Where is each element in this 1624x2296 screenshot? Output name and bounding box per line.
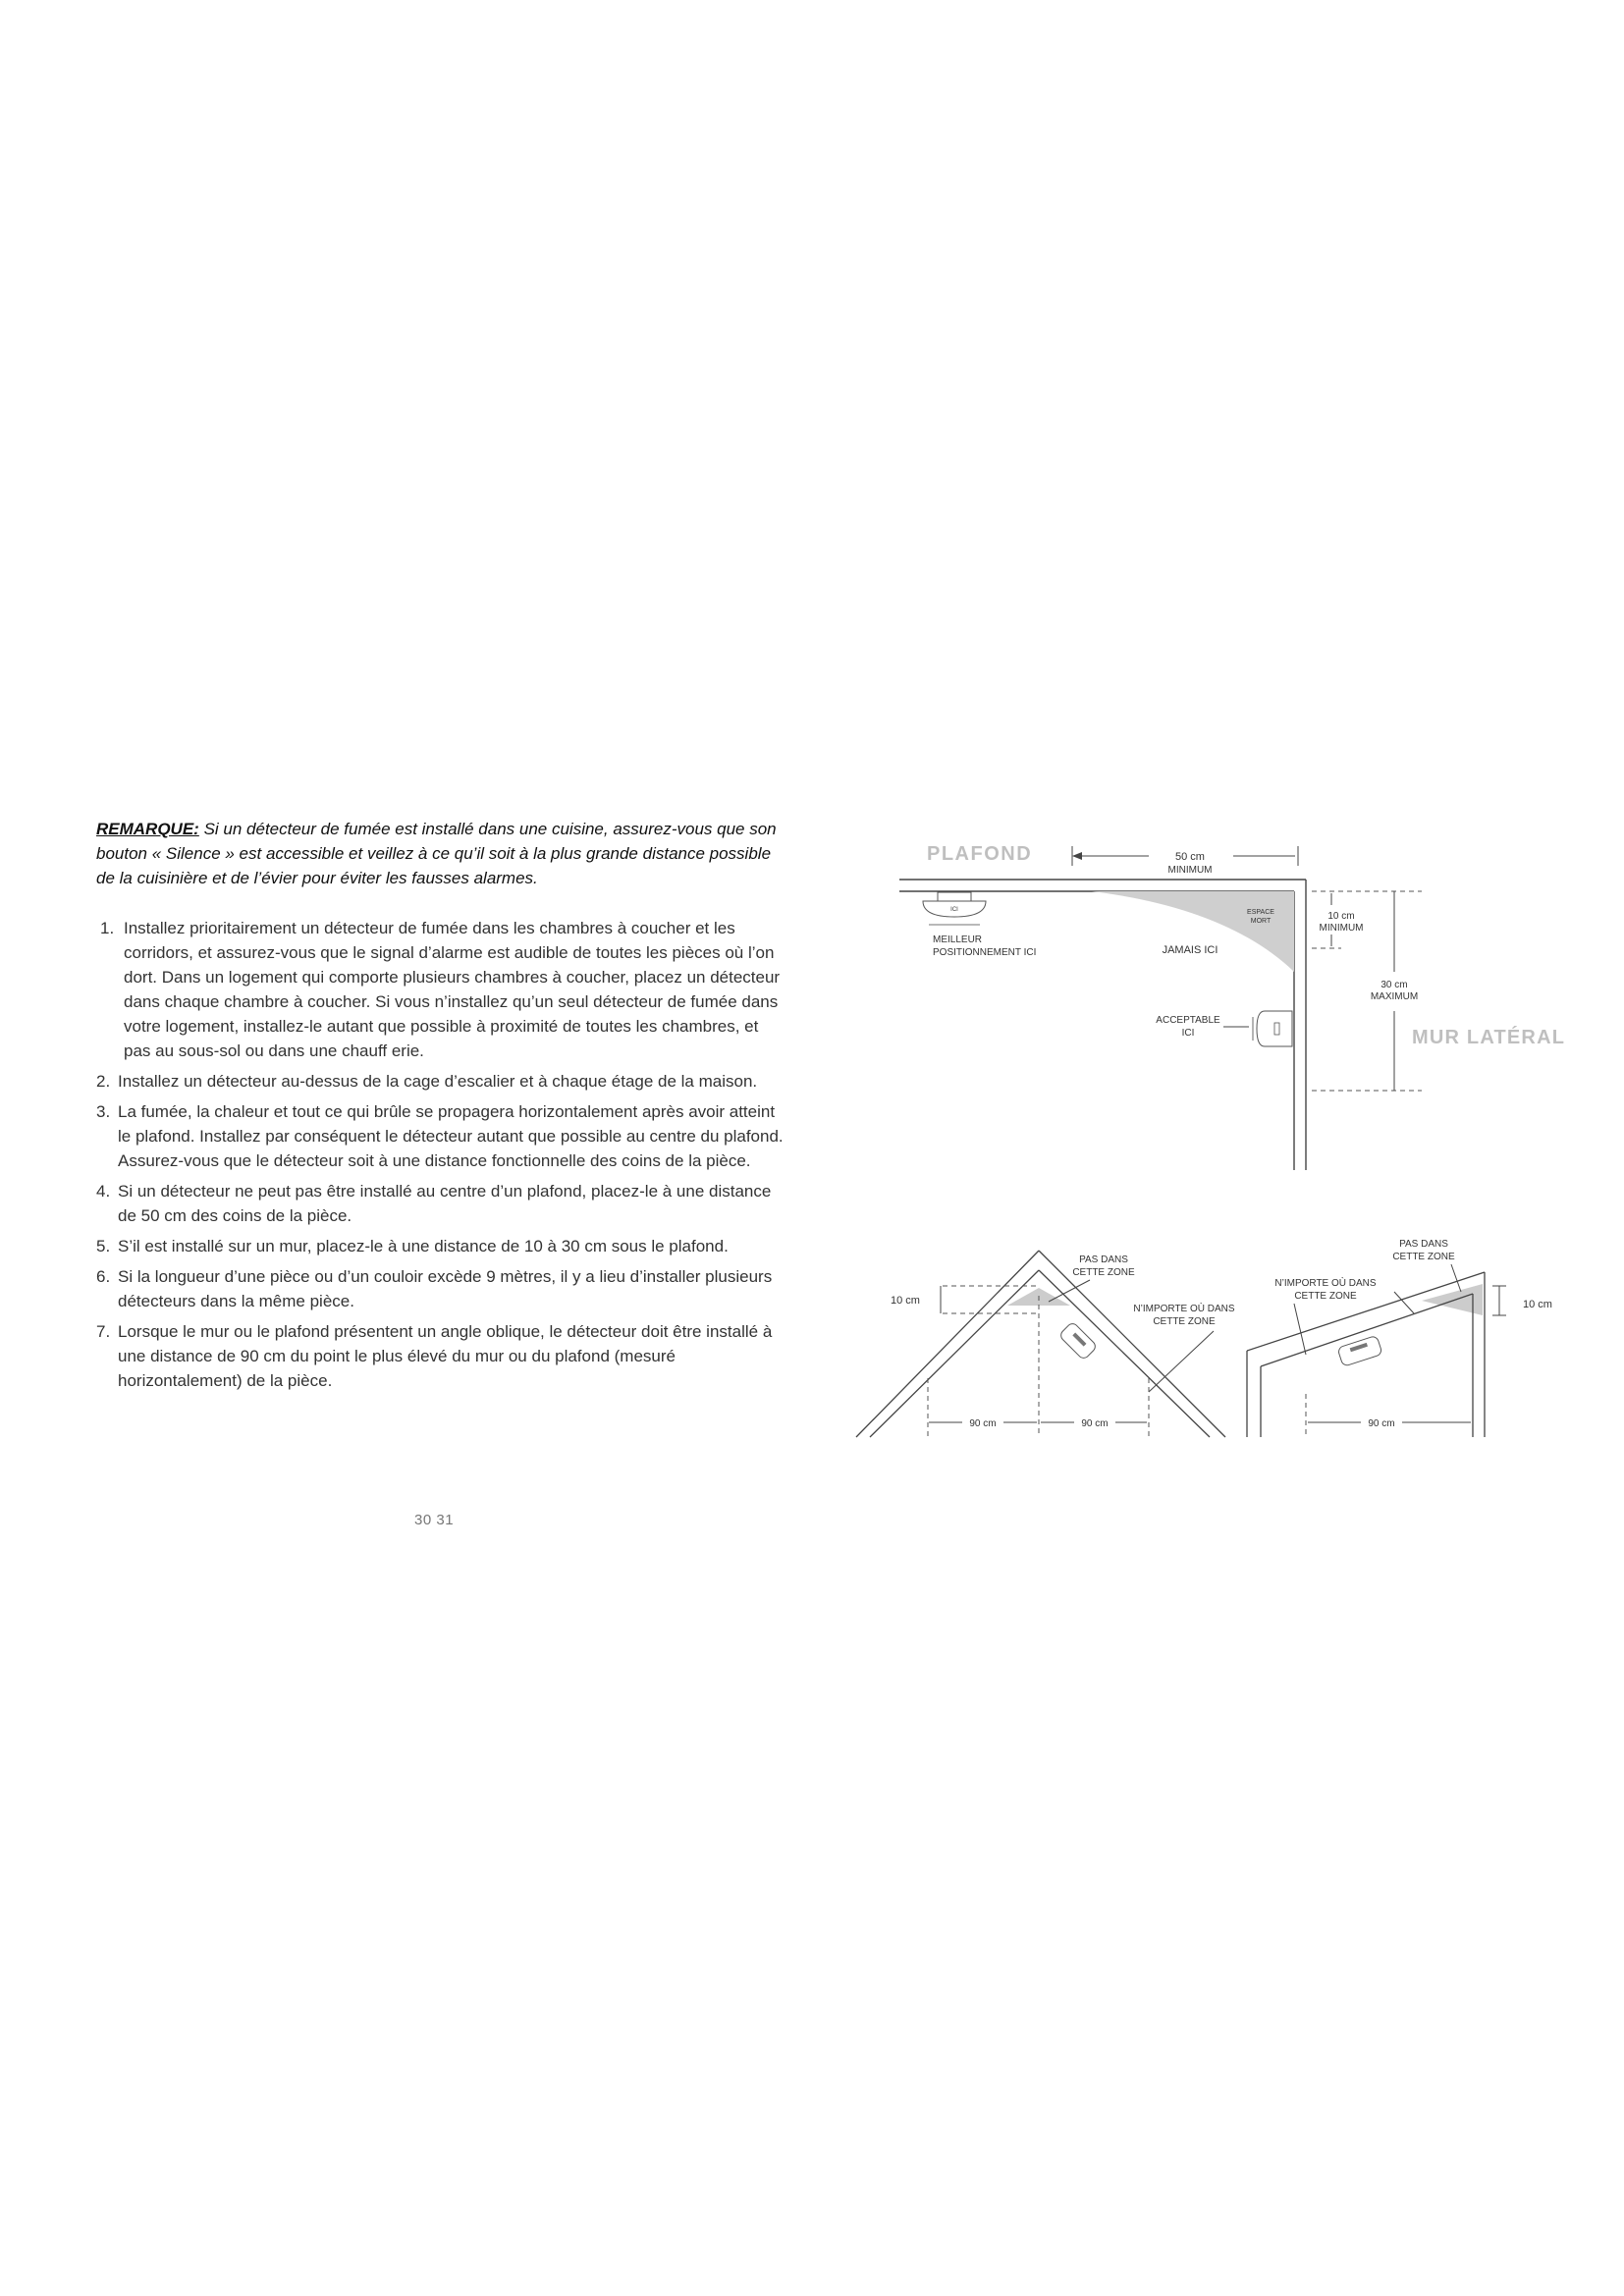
- pointer-line: [1049, 1280, 1090, 1302]
- step-text: La fumée, la chaleur et tout ce qui brûle se propagera horizontalement après avoir atteint le plafond. Installez par conséquent le détecteur autant que possible au centre du plafond. Assurez-vous que le détecteur soit à une distance fonctionnelle des coins de la pièce.: [118, 1102, 784, 1170]
- peak-no-zone-label: PAS DANS: [1079, 1255, 1128, 1265]
- step-text: S’il est installé sur un mur, placez-le à une distance de 10 à 30 cm sous le plafond.: [118, 1237, 729, 1255]
- never-here-label: JAMAIS ICI: [1162, 944, 1218, 956]
- peak-anywhere-sub: CETTE ZONE: [1153, 1316, 1216, 1327]
- step-number: 5.: [96, 1237, 111, 1255]
- pointer-line: [1451, 1264, 1461, 1292]
- dead-space-label: ESPACE: [1247, 909, 1274, 916]
- dimension-50-sub: MINIMUM: [1167, 865, 1213, 876]
- roof-left-outer: [856, 1251, 1039, 1437]
- best-position-sub: POSITIONNEMENT ICI: [933, 947, 1037, 958]
- dimension-30-sub: MAXIMUM: [1370, 991, 1419, 1002]
- slope-anywhere-sub: CETTE ZONE: [1294, 1291, 1357, 1302]
- arrow-head: [1072, 852, 1082, 860]
- step-text: Installez prioritairement un détecteur de fumée dans les chambres à coucher et les corridors, et assurez-vous que le signal d’alarme est audible de toutes les pièces où l’on dort. Dans un logement qui comporte plusieurs chambres à coucher, placez un détecteur dans chaque chambre à coucher. Si vous n’installez qu’un seul détecteur de fumée dans votre logement, installez-le autant que possible à proximité de toutes les chambres, et pas au sous-sol ou dans une chauff erie.: [124, 919, 781, 1060]
- peak-anywhere-label: N’IMPORTE OÙ DANS: [1133, 1304, 1235, 1314]
- pointer-line: [1294, 1304, 1306, 1355]
- best-position-label: MEILLEUR: [933, 934, 983, 945]
- sloped-detector: [1058, 1321, 1098, 1361]
- slope-no-zone-label: PAS DANS: [1399, 1239, 1448, 1250]
- ceiling-label: PLAFOND: [927, 843, 1033, 865]
- dimension-10-sub: MINIMUM: [1319, 923, 1364, 934]
- page-number: 30 31: [414, 1512, 455, 1528]
- dimension-10-label: 10 cm: [1327, 911, 1355, 922]
- step-number: 2.: [96, 1072, 111, 1091]
- step-text: Si un détecteur ne peut pas être installé au centre d’un plafond, placez-le à une distance de 50 cm des coins de la pièce.: [118, 1182, 772, 1225]
- step-text: Installez un détecteur au-dessus de la cage d’escalier et à chaque étage de la maison.: [118, 1072, 758, 1091]
- roof-right-inner: [1039, 1270, 1210, 1437]
- pointer-line: [1149, 1331, 1214, 1392]
- peaked-ceiling-diagram: [856, 1251, 1235, 1437]
- acceptable-label: ACCEPTABLE: [1156, 1015, 1220, 1026]
- side-wall-label: MUR LATÉRAL: [1412, 1027, 1566, 1048]
- step-number: 4.: [96, 1182, 111, 1201]
- peak-90-left-label: 90 cm: [969, 1418, 997, 1429]
- dead-space-sub: MORT: [1250, 918, 1272, 925]
- dead-space-zone: [1092, 891, 1294, 972]
- step-number: 6.: [96, 1267, 111, 1286]
- peak-no-zone-sub: CETTE ZONE: [1072, 1267, 1135, 1278]
- slope-detector: [1337, 1335, 1382, 1366]
- note-text: Si un détecteur de fumée est installé dans une cuisine, assurez-vous que son bouton « Silence » est accessible et veillez à ce qu’il soit à la plus grande distance possible de la cuisinière et de l’évier pour éviter les fausses alarmes.: [96, 820, 777, 887]
- pointer-line: [1394, 1292, 1414, 1313]
- acceptable-sub: ICI: [1181, 1028, 1195, 1039]
- step-number: 7.: [96, 1322, 111, 1341]
- step-text: Si la longueur d’une pièce ou d’un couloir excède 9 mètres, il y a lieu d’installer plusieurs détecteurs dans la même pièce.: [118, 1267, 773, 1310]
- sloped-ceiling-diagram: [1247, 1239, 1552, 1437]
- ceiling-detector: [938, 892, 971, 901]
- step-text: Lorsque le mur ou le plafond présentent un angle oblique, le détecteur doit être installé à une distance de 90 cm du point le plus élevé du mur ou du plafond (mesuré horizontalement) de la pièce.: [118, 1322, 773, 1390]
- detector-mark: ICI: [950, 907, 958, 913]
- dimension-50-label: 50 cm: [1175, 851, 1205, 863]
- peak-90-right-label: 90 cm: [1081, 1418, 1109, 1429]
- note-label: REMARQUE:: [96, 820, 199, 838]
- ceiling-wall-diagram: [899, 843, 1565, 1170]
- step-number: 1.: [100, 919, 115, 937]
- step-number: 3.: [96, 1102, 111, 1121]
- slope-anywhere-label: N’IMPORTE OÙ DANS: [1274, 1278, 1377, 1289]
- dimension-30-label: 30 cm: [1380, 980, 1408, 990]
- peak-10cm-label: 10 cm: [891, 1295, 920, 1307]
- slope-10cm-label: 10 cm: [1523, 1299, 1552, 1310]
- no-zone-corner: [1422, 1284, 1483, 1315]
- slope-90-label: 90 cm: [1368, 1418, 1395, 1429]
- slope-no-zone-sub: CETTE ZONE: [1392, 1252, 1455, 1262]
